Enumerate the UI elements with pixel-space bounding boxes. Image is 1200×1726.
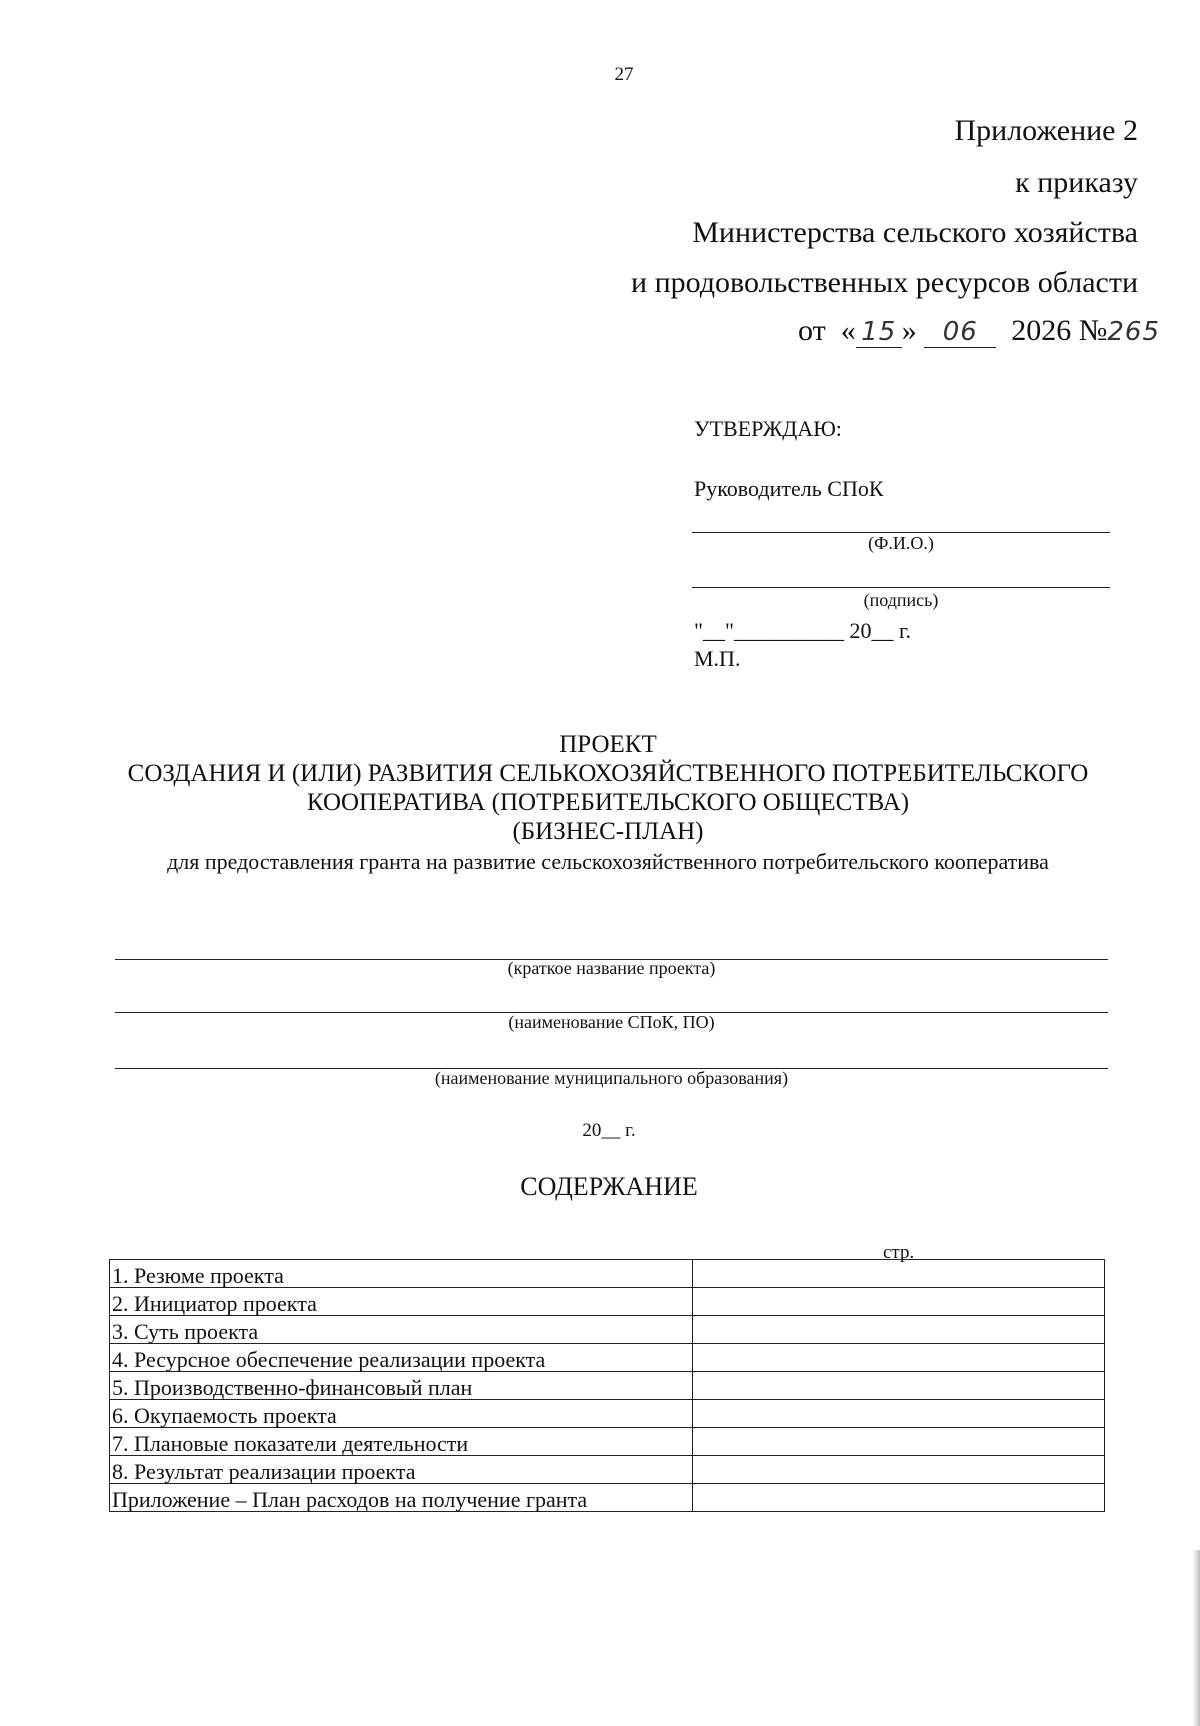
annex-line-1: Приложение 2 [954,114,1138,147]
contents-item-page [693,1456,1105,1484]
table-row [110,1260,1105,1288]
table-row [110,1288,1105,1316]
contents-item-label: Приложение – План расходов на получение гранта [110,1484,693,1512]
order-date-day: 15 [856,318,902,348]
contents-title: СОДЕРЖАНИЕ [520,1172,698,1201]
contents-item-page [693,1428,1105,1456]
contents-item-label: 7. Плановые показатели деятельности [110,1428,693,1456]
approval-title: УТВЕРЖДАЮ: [694,416,842,441]
table-row [110,1428,1105,1456]
project-title-line-2: СОЗДАНИЯ И (ИЛИ) РАЗВИТИЯ СЕЛЬКОХОЗЯЙСТВЕННОГО ПОТРЕБИТЕЛЬСКОГО [127,760,1089,787]
contents-item-label: 6. Окупаемость проекта [110,1400,693,1428]
contents-item-page [693,1484,1105,1512]
contents-item-page [693,1260,1105,1288]
contents-table [109,1259,1105,1512]
contents-item-label: 2. Инициатор проекта [110,1288,693,1316]
order-date-year: 2026 [1011,314,1072,347]
signature-line [692,587,1110,588]
project-purpose: для предоставления гранта на развитие сельскохозяйственного потребительского кооператива [167,849,1049,874]
document-year: 20__ г. [582,1120,636,1141]
contents-item-page [693,1344,1105,1372]
page-number: 27 [614,64,634,85]
order-date-close-quote: » [901,314,917,347]
seal-mark: М.П. [694,646,741,671]
contents-item-label: 8. Результат реализации проекта [110,1456,693,1484]
order-date-month: 06 [924,318,996,348]
table-row [110,1372,1105,1400]
project-name-caption: (краткое название проекта) [507,958,716,978]
project-title-line-3: КООПЕРАТИВА (ПОТРЕБИТЕЛЬСКОГО ОБЩЕСТВА) [306,789,910,816]
annex-line-4: и продовольственных ресурсов области [631,266,1138,299]
approval-position: Руководитель СПоК [694,476,884,501]
contents-item-label: 4. Ресурсное обеспечение реализации проекта [110,1344,693,1372]
approval-date: "__"__________ 20__ г. [694,618,912,643]
contents-item-page [693,1316,1105,1344]
table-row [110,1316,1105,1344]
annex-line-2: к приказу [1015,166,1138,199]
scan-edge [1192,1550,1200,1726]
order-date [798,314,1160,348]
contents-item-label: 5. Производственно-финансовый план [110,1372,693,1400]
order-number-sign: № [1078,314,1108,347]
project-title-line-4: (БИЗНЕС-ПЛАН) [512,818,704,845]
table-row [110,1344,1105,1372]
contents-page-column-label: стр. [883,1242,915,1263]
annex-line-3: Министерства сельского хозяйства [692,216,1138,249]
table-row [110,1400,1105,1428]
table-row [110,1484,1105,1512]
table-row [110,1456,1105,1484]
order-date-open-quote: « [840,314,856,347]
signature-caption: (подпись) [863,590,939,610]
order-number: 265 [1107,317,1160,347]
project-title-line-1: ПРОЕКТ [559,731,657,758]
contents-item-label: 1. Резюме проекта [110,1260,693,1288]
contents-item-page [693,1372,1105,1400]
contents-item-page [693,1400,1105,1428]
cooperative-name-caption: (наименование СПоК, ПО) [508,1012,715,1032]
contents-item-page [693,1288,1105,1316]
fio-caption: (Ф.И.О.) [868,533,934,553]
order-date-prefix: от [798,314,826,347]
municipality-caption: (наименование муниципального образования) [434,1068,789,1088]
contents-item-label: 3. Суть проекта [110,1316,693,1344]
